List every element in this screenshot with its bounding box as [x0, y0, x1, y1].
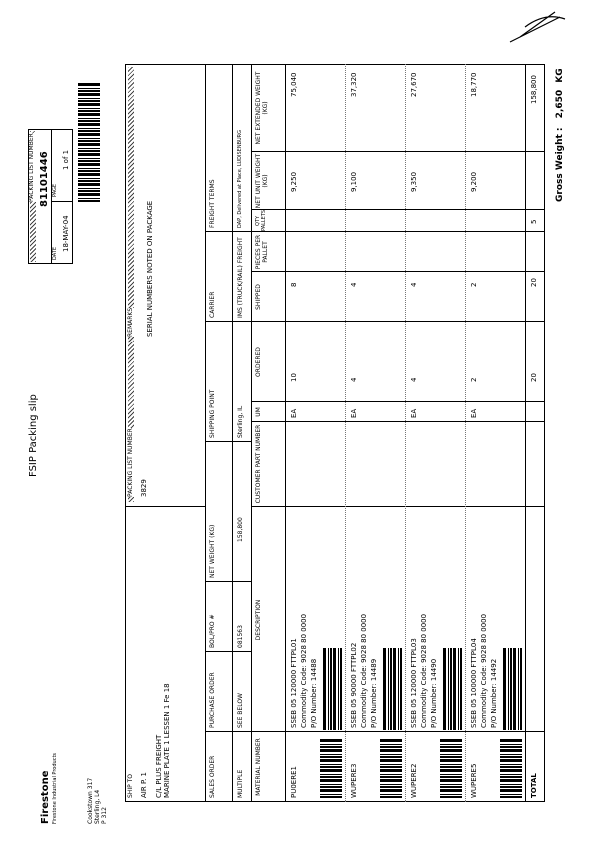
carrier-label: CARRIER: [209, 291, 216, 318]
row-um: EA: [410, 408, 418, 418]
col-header-pcs-per-pallet: PIECES PER PALLET: [255, 234, 269, 270]
carrier-value: IMS (TRUCK/RAIL) FREIGHT: [237, 237, 244, 318]
col-divider: [251, 151, 545, 152]
row-desc: Commodity Code: 9028 80 0000: [300, 613, 308, 728]
packing-list-number: 81101446: [39, 151, 50, 207]
po-value: SEE BELOW: [237, 693, 244, 728]
sender-line: Cookstown 317: [87, 777, 94, 824]
row-ext-weight: 75,040: [290, 72, 298, 97]
packing-list-label: PACKING LIST NUMBER: [28, 133, 35, 202]
row-separator: [405, 64, 406, 802]
material-barcode: [320, 738, 342, 798]
signature-mark: [505, 7, 575, 47]
row-desc: Commodity Code: 9028 80 0000: [360, 613, 368, 728]
sender-line: Sterling, L4: [93, 789, 101, 824]
row-separator: [465, 64, 466, 802]
shipping-point-value: Sterling, IL: [237, 405, 244, 438]
row-material: WUPERE5: [470, 763, 478, 798]
net-weight-label: NET WEIGHT (KG): [209, 524, 216, 578]
row-material: PU0ERE1: [290, 766, 298, 798]
row-shipped: 4: [350, 282, 358, 287]
col-header-um: UM: [255, 407, 262, 417]
po-label: PURCHASE ORDER: [209, 672, 216, 728]
divider: [125, 506, 205, 507]
net-weight-value: 158,800: [237, 517, 244, 542]
row-desc: P/O Number: 14492: [490, 658, 498, 728]
shipping-point-label: SHIPPING POINT: [209, 389, 216, 438]
row-um: EA: [470, 408, 478, 418]
col-header-qty-pallets: QTY PALLETS: [255, 209, 267, 231]
col-header-material: MATERIAL NUMBER: [255, 738, 262, 796]
gross-weight: [555, 68, 565, 202]
remarks-label-noise: [128, 67, 134, 342]
row-unit-weight: 9,100: [350, 171, 358, 192]
total-shipped: 20: [530, 278, 538, 287]
ship-to-line: MARINE PLATE 1 LESSEN 1 Fe 18: [163, 683, 171, 798]
col-divider: [251, 506, 545, 507]
row-shipped: 8: [290, 282, 298, 287]
row-desc: SSEB 05 100000 FTTPL04: [470, 638, 478, 728]
sender-line: P 312: [100, 807, 108, 824]
row-ext-weight: 37,320: [350, 72, 358, 97]
row-desc: Commodity Code: 9028 80 0000: [480, 613, 488, 728]
row-ext-weight: 27,670: [410, 72, 418, 97]
row-desc: P/O Number: 14489: [370, 658, 378, 728]
col-divider: [251, 231, 545, 232]
row-ordered: 4: [410, 377, 418, 382]
divider: [51, 201, 73, 202]
row-barcode: [322, 648, 342, 730]
divider: [205, 64, 206, 802]
divider: [232, 64, 233, 802]
row-desc: SSEB 05 90000 FTTPL02: [350, 642, 358, 728]
invoice-value: 3829: [140, 479, 148, 497]
document-title: FSIP Packing slip: [28, 394, 39, 477]
freight-label: FREIGHT TERMS: [209, 179, 216, 228]
row-barcode: [382, 648, 402, 730]
row-um: EA: [350, 408, 358, 418]
brand-logo: Firestone: [40, 770, 51, 824]
row-barcode: [502, 648, 522, 730]
col-header-net-ext-weight: NET EXTENDED WEIGHT (KG): [255, 71, 269, 145]
ship-to-line: AIR P. 1: [140, 772, 148, 798]
col-header-ordered: ORDERED: [255, 347, 262, 377]
material-barcode: [380, 738, 402, 798]
row-material: WUPERE3: [350, 763, 358, 798]
col-header-customer-part: CUSTOMER PART NUMBER: [255, 424, 262, 504]
remarks-label: REMARKS: [127, 307, 134, 337]
divider: [205, 651, 251, 652]
bol-label: BOL/PRO #: [209, 614, 216, 648]
row-barcode: [442, 648, 462, 730]
gross-weight-label: Gross Weight :: [555, 127, 565, 202]
col-header-description: DESCRIPTION: [255, 599, 262, 641]
total-ordered: 20: [530, 373, 538, 382]
total-label: TOTAL: [530, 773, 538, 798]
col-divider: [251, 421, 545, 422]
invoice-label: PACKING LIST NUMBER: [127, 428, 134, 497]
row-desc: P/O Number: 14490: [430, 658, 438, 728]
divider: [205, 321, 251, 322]
total-ext-weight: 158,800: [530, 75, 538, 104]
row-unit-weight: 9,250: [290, 171, 298, 192]
row-shipped: 2: [470, 282, 478, 287]
sales-order-label: SALES ORDER: [209, 755, 216, 798]
freight-value: DAP, Delivered at Place, LUDISENBURG: [237, 129, 243, 228]
page-label: PAGE: [52, 183, 58, 197]
divider: [251, 64, 252, 802]
brand-tagline: Firestone Industrial Products: [52, 752, 58, 824]
sender-address: [88, 778, 109, 824]
gross-weight-value: 2,650: [555, 89, 565, 119]
col-divider: [251, 321, 545, 322]
total-divider: [525, 64, 526, 802]
row-ordered: 10: [290, 373, 298, 382]
col-divider: [251, 271, 545, 272]
col-header-shipped: SHIPPED: [255, 284, 262, 310]
packing-list-barcode: [78, 82, 100, 202]
row-desc: SSEB 05 120000 FTTPL03: [410, 638, 418, 728]
page-number: 1 of 1: [62, 149, 70, 170]
row-desc: SSEB 05 120000 FTTPL01: [290, 638, 298, 728]
row-desc: P/O Number: 14488: [310, 658, 318, 728]
sales-order-value: MULTIPLE: [237, 769, 244, 798]
divider: [205, 441, 251, 442]
row-unit-weight: 9,350: [410, 171, 418, 192]
total-pallets: 5: [530, 219, 538, 224]
col-divider: [251, 209, 545, 210]
row-separator: [345, 64, 346, 802]
row-ordered: 2: [470, 377, 478, 382]
remarks-value: SERIAL NUMBERS NOTED ON PACKAGE: [146, 200, 154, 337]
divider: [205, 581, 251, 582]
divider: [205, 231, 251, 232]
material-barcode: [500, 738, 522, 798]
ship-date: 18-MAY-04: [62, 215, 70, 252]
row-unit-weight: 9,200: [470, 171, 478, 192]
ship-to-line: C/L PLUS FREIGHT: [155, 734, 163, 798]
date-label: DATE: [52, 246, 58, 260]
ship-to-label: SHIP TO: [127, 773, 134, 798]
col-divider: [251, 401, 545, 402]
row-shipped: 4: [410, 282, 418, 287]
row-material: WUPERE2: [410, 763, 418, 798]
row-desc: Commodity Code: 9028 80 0000: [420, 613, 428, 728]
divider: [285, 64, 286, 802]
row-um: EA: [290, 408, 298, 418]
gross-weight-unit: KG: [555, 68, 565, 83]
row-ordered: 4: [350, 377, 358, 382]
bol-value: 081563: [237, 625, 244, 648]
divider: [205, 731, 251, 732]
material-barcode: [440, 738, 462, 798]
col-divider: [251, 731, 545, 732]
col-header-net-unit-weight: NET UNIT WEIGHT (KG): [255, 153, 269, 209]
row-ext-weight: 18,770: [470, 72, 478, 97]
